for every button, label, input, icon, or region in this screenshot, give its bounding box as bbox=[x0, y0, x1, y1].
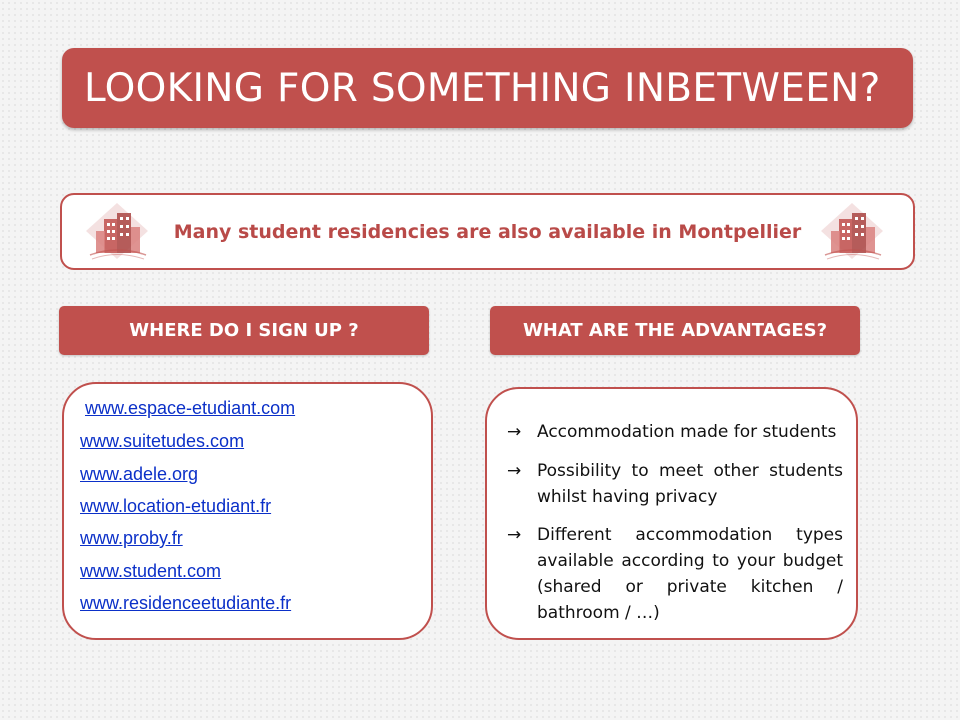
building-icon bbox=[84, 201, 150, 263]
list-item bbox=[80, 561, 221, 582]
list-item bbox=[80, 431, 244, 452]
arrow-right-icon: → bbox=[507, 525, 522, 545]
advantage-text: Different accommodation types available according to your budget (shared or private kitchen / bathroom / …) bbox=[537, 525, 843, 623]
list-item bbox=[80, 528, 183, 549]
link-espace-etudiant[interactable]: www.espace-etudiant.com bbox=[85, 398, 296, 418]
banner-text: Many student residencies are also available in Montpellier bbox=[173, 220, 802, 243]
info-banner bbox=[60, 193, 915, 270]
title-box bbox=[62, 48, 913, 128]
list-item bbox=[80, 593, 291, 614]
link-adele[interactable]: www.adele.org bbox=[80, 464, 199, 484]
link-proby[interactable]: www.proby.fr bbox=[80, 528, 183, 548]
link-residenceetudiante[interactable]: www.residenceetudiante.fr bbox=[80, 593, 292, 613]
advantages-panel bbox=[485, 387, 858, 640]
advantages-header: WHAT ARE THE ADVANTAGES? bbox=[490, 306, 860, 355]
advantage-text: Accommodation made for students bbox=[537, 422, 837, 442]
building-icon bbox=[819, 201, 885, 263]
link-suitetudes[interactable]: www.suitetudes.com bbox=[80, 431, 245, 451]
arrow-right-icon: → bbox=[507, 422, 522, 442]
signup-header: WHERE DO I SIGN UP ? bbox=[59, 306, 429, 355]
list-item bbox=[507, 419, 843, 445]
link-location-etudiant[interactable]: www.location-etudiant.fr bbox=[80, 496, 272, 516]
advantage-text: Possibility to meet other students whilst having privacy bbox=[537, 461, 843, 507]
arrow-right-icon: → bbox=[507, 461, 522, 481]
page-title: LOOKING FOR SOMETHING INBETWEEN? bbox=[84, 65, 881, 111]
list-item bbox=[507, 522, 843, 626]
signup-links-panel bbox=[62, 382, 433, 640]
list-item bbox=[80, 496, 271, 517]
list-item bbox=[507, 458, 843, 510]
list-item bbox=[80, 464, 198, 485]
list-item bbox=[85, 398, 295, 419]
link-student[interactable]: www.student.com bbox=[80, 561, 222, 581]
